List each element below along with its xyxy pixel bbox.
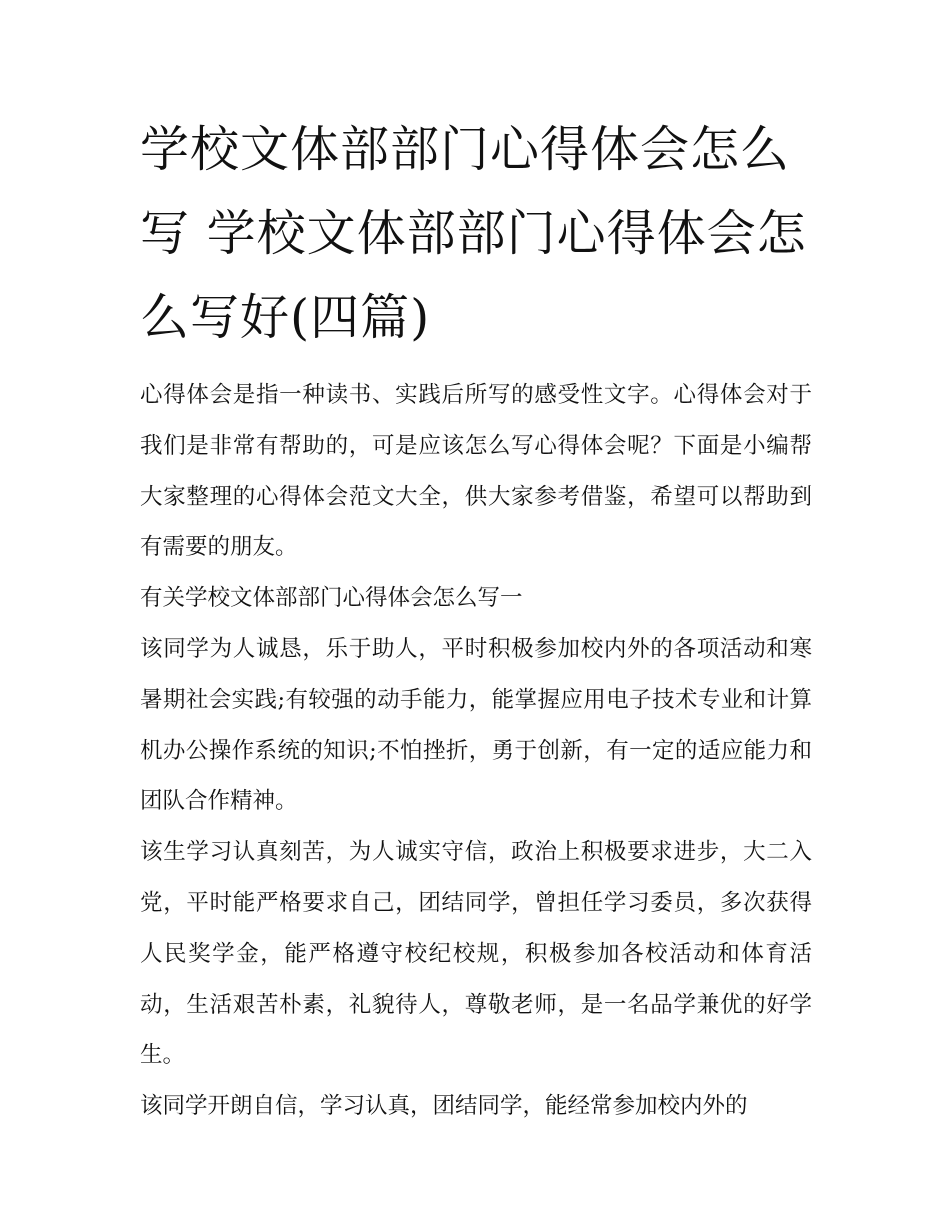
section-heading: 有关学校文体部部门心得体会怎么写一	[140, 585, 523, 612]
body-paragraph: 该同学开朗自信，学习认真，团结同学，能经常参加校内外的	[140, 1093, 748, 1120]
document-page	[140, 108, 812, 1132]
body-paragraph: 该生学习认真刻苦，为人诚实守信，政治上积极要求进步，大二入党，平时能严格要求自己，团结同学，曾担任学习委员，多次获得人民奖学金，能严格遵守校纪校规，积极参加各校活动和体育活动，生活艰苦朴素，礼貌待人，尊敬老师，是一名品学兼优的好学生。	[140, 839, 812, 1069]
intro-paragraph: 心得体会是指一种读书、实践后所写的感受性文字。心得体会对于我们是非常有帮助的，可是应该怎么写心得体会呢？下面是小编帮大家整理的心得体会范文大全，供大家参考借鉴，希望可以帮助到有需要的朋友。	[140, 382, 812, 561]
document-title: 学校文体部部门心得体会怎么写 学校文体部部门心得体会怎么写好(四篇)	[140, 121, 807, 346]
document-body	[140, 370, 812, 1132]
body-paragraph: 该同学为人诚恳，乐于助人，平时积极参加校内外的各项活动和寒暑期社会实践;有较强的动手能力，能掌握应用电子技术专业和计算机办公操作系统的知识;不怕挫折，勇于创新，有一定的适应能力和团队合作精神。	[140, 635, 812, 815]
